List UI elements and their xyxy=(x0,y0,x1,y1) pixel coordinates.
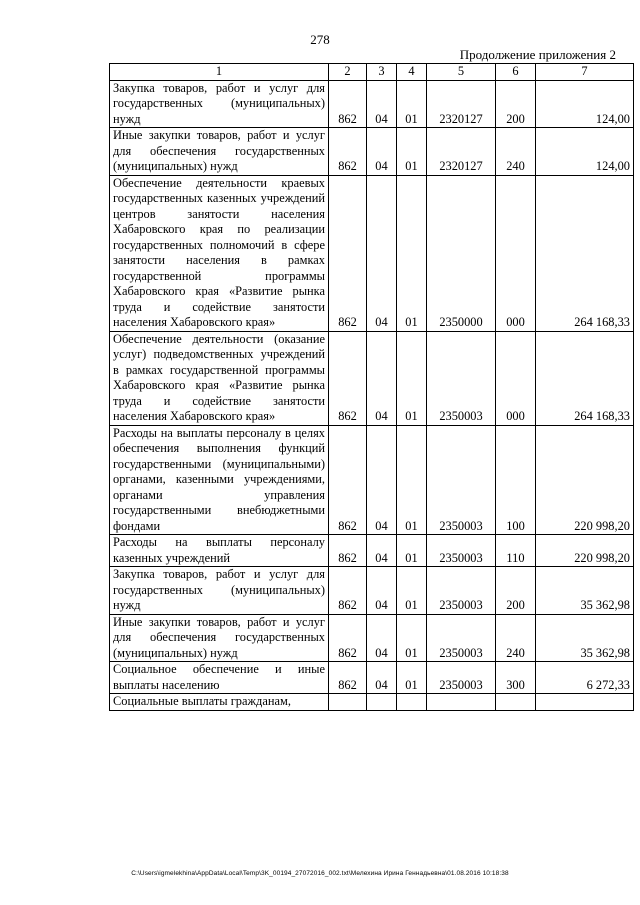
file-path-footer: C:\Users\igmelekhina\AppData\Local\Temp\3K_00194_27072016_002.txt\Мелехина Ирина Геннадьевна\01.08.2016 10:18:38 xyxy=(131,870,509,877)
expense-type-code: 200 xyxy=(496,567,536,615)
target-code: 2350003 xyxy=(427,535,496,567)
target-code: 2320127 xyxy=(427,80,496,128)
row-description: Расходы на выплаты персоналу в целях обеспечения выполнения функций государственными (муниципальными) органами, казенными учреждениями, органами управления государственными внебюджетными фондами xyxy=(110,425,329,535)
subsection-code: 01 xyxy=(397,175,427,331)
row-description: Обеспечение деятельности краевых государственных казенных учреждений центров занятости населения Хабаровского края по реализации государственных полномочий в сфере занятости населения в рамках государственной программы Хабаровского края «Развитие рынка труда и содействие занятости населения Хабаровского края» xyxy=(110,175,329,331)
section-code: 04 xyxy=(367,175,397,331)
target-code: 2350003 xyxy=(427,567,496,615)
row-description: Социальное обеспечение и иные выплаты населению xyxy=(110,662,329,694)
table-row xyxy=(110,614,634,662)
row-description: Закупка товаров, работ и услуг для государственных (муниципальных) нужд xyxy=(110,80,329,128)
expense-type-code: 300 xyxy=(496,662,536,694)
header-cell: 7 xyxy=(536,64,634,81)
header-cell: 5 xyxy=(427,64,496,81)
budget-table xyxy=(109,63,634,711)
section-code: 04 xyxy=(367,614,397,662)
row-description: Иные закупки товаров, работ и услуг для обеспечения государственных (муниципальных) нужд xyxy=(110,128,329,176)
table-row xyxy=(110,80,634,128)
ministry-code: 862 xyxy=(329,331,367,425)
header-cell: 2 xyxy=(329,64,367,81)
expense-type-code: 000 xyxy=(496,175,536,331)
subsection-code: 01 xyxy=(397,80,427,128)
ministry-code: 862 xyxy=(329,662,367,694)
page-number: 278 xyxy=(310,32,330,47)
amount: 264 168,33 xyxy=(536,331,634,425)
expense-type-code: 100 xyxy=(496,425,536,535)
section-code: 04 xyxy=(367,535,397,567)
table-row xyxy=(110,662,634,694)
ministry-code: 862 xyxy=(329,80,367,128)
ministry-code: 862 xyxy=(329,535,367,567)
amount: 124,00 xyxy=(536,128,634,176)
target-code: 2350003 xyxy=(427,425,496,535)
subsection-code: 01 xyxy=(397,425,427,535)
header-cell: 1 xyxy=(110,64,329,81)
table-row xyxy=(110,331,634,425)
section-code: 04 xyxy=(367,128,397,176)
section-code: 04 xyxy=(367,662,397,694)
continuation-note: Продолжение приложения 2 xyxy=(459,47,616,62)
ministry-code xyxy=(329,694,367,711)
target-code: 2350003 xyxy=(427,331,496,425)
expense-type-code: 000 xyxy=(496,331,536,425)
subsection-code: 01 xyxy=(397,567,427,615)
subsection-code: 01 xyxy=(397,331,427,425)
section-code xyxy=(367,694,397,711)
target-code: 2350000 xyxy=(427,175,496,331)
expense-type-code: 200 xyxy=(496,80,536,128)
amount: 6 272,33 xyxy=(536,662,634,694)
amount: 220 998,20 xyxy=(536,535,634,567)
table-row xyxy=(110,128,634,176)
table-row xyxy=(110,567,634,615)
ministry-code: 862 xyxy=(329,128,367,176)
ministry-code: 862 xyxy=(329,425,367,535)
amount: 220 998,20 xyxy=(536,425,634,535)
amount: 35 362,98 xyxy=(536,614,634,662)
section-code: 04 xyxy=(367,425,397,535)
section-code: 04 xyxy=(367,567,397,615)
target-code: 2320127 xyxy=(427,128,496,176)
subsection-code: 01 xyxy=(397,662,427,694)
row-description: Закупка товаров, работ и услуг для государственных (муниципальных) нужд xyxy=(110,567,329,615)
expense-type-code: 110 xyxy=(496,535,536,567)
ministry-code: 862 xyxy=(329,175,367,331)
row-description: Иные закупки товаров, работ и услуг для обеспечения государственных (муниципальных) нужд xyxy=(110,614,329,662)
table-row xyxy=(110,425,634,535)
amount: 264 168,33 xyxy=(536,175,634,331)
row-description: Обеспечение деятельности (оказание услуг) подведомственных учреждений в рамках государственной программы Хабаровского края «Развитие рынка труда и содействие занятости населения Хабаровского края» xyxy=(110,331,329,425)
expense-type-code: 240 xyxy=(496,128,536,176)
header-cell: 6 xyxy=(496,64,536,81)
amount: 124,00 xyxy=(536,80,634,128)
ministry-code: 862 xyxy=(329,614,367,662)
subsection-code xyxy=(397,694,427,711)
expense-type-code: 240 xyxy=(496,614,536,662)
row-description: Расходы на выплаты персоналу казенных учреждений xyxy=(110,535,329,567)
subsection-code: 01 xyxy=(397,614,427,662)
header-cell: 3 xyxy=(367,64,397,81)
table-row xyxy=(110,175,634,331)
target-code xyxy=(427,694,496,711)
amount xyxy=(536,694,634,711)
target-code: 2350003 xyxy=(427,614,496,662)
table-row xyxy=(110,694,634,711)
expense-type-code xyxy=(496,694,536,711)
table-header-row xyxy=(110,64,634,81)
subsection-code: 01 xyxy=(397,128,427,176)
header-cell: 4 xyxy=(397,64,427,81)
row-description: Социальные выплаты гражданам, xyxy=(110,694,329,711)
section-code: 04 xyxy=(367,331,397,425)
table-row xyxy=(110,535,634,567)
target-code: 2350003 xyxy=(427,662,496,694)
ministry-code: 862 xyxy=(329,567,367,615)
subsection-code: 01 xyxy=(397,535,427,567)
section-code: 04 xyxy=(367,80,397,128)
amount: 35 362,98 xyxy=(536,567,634,615)
